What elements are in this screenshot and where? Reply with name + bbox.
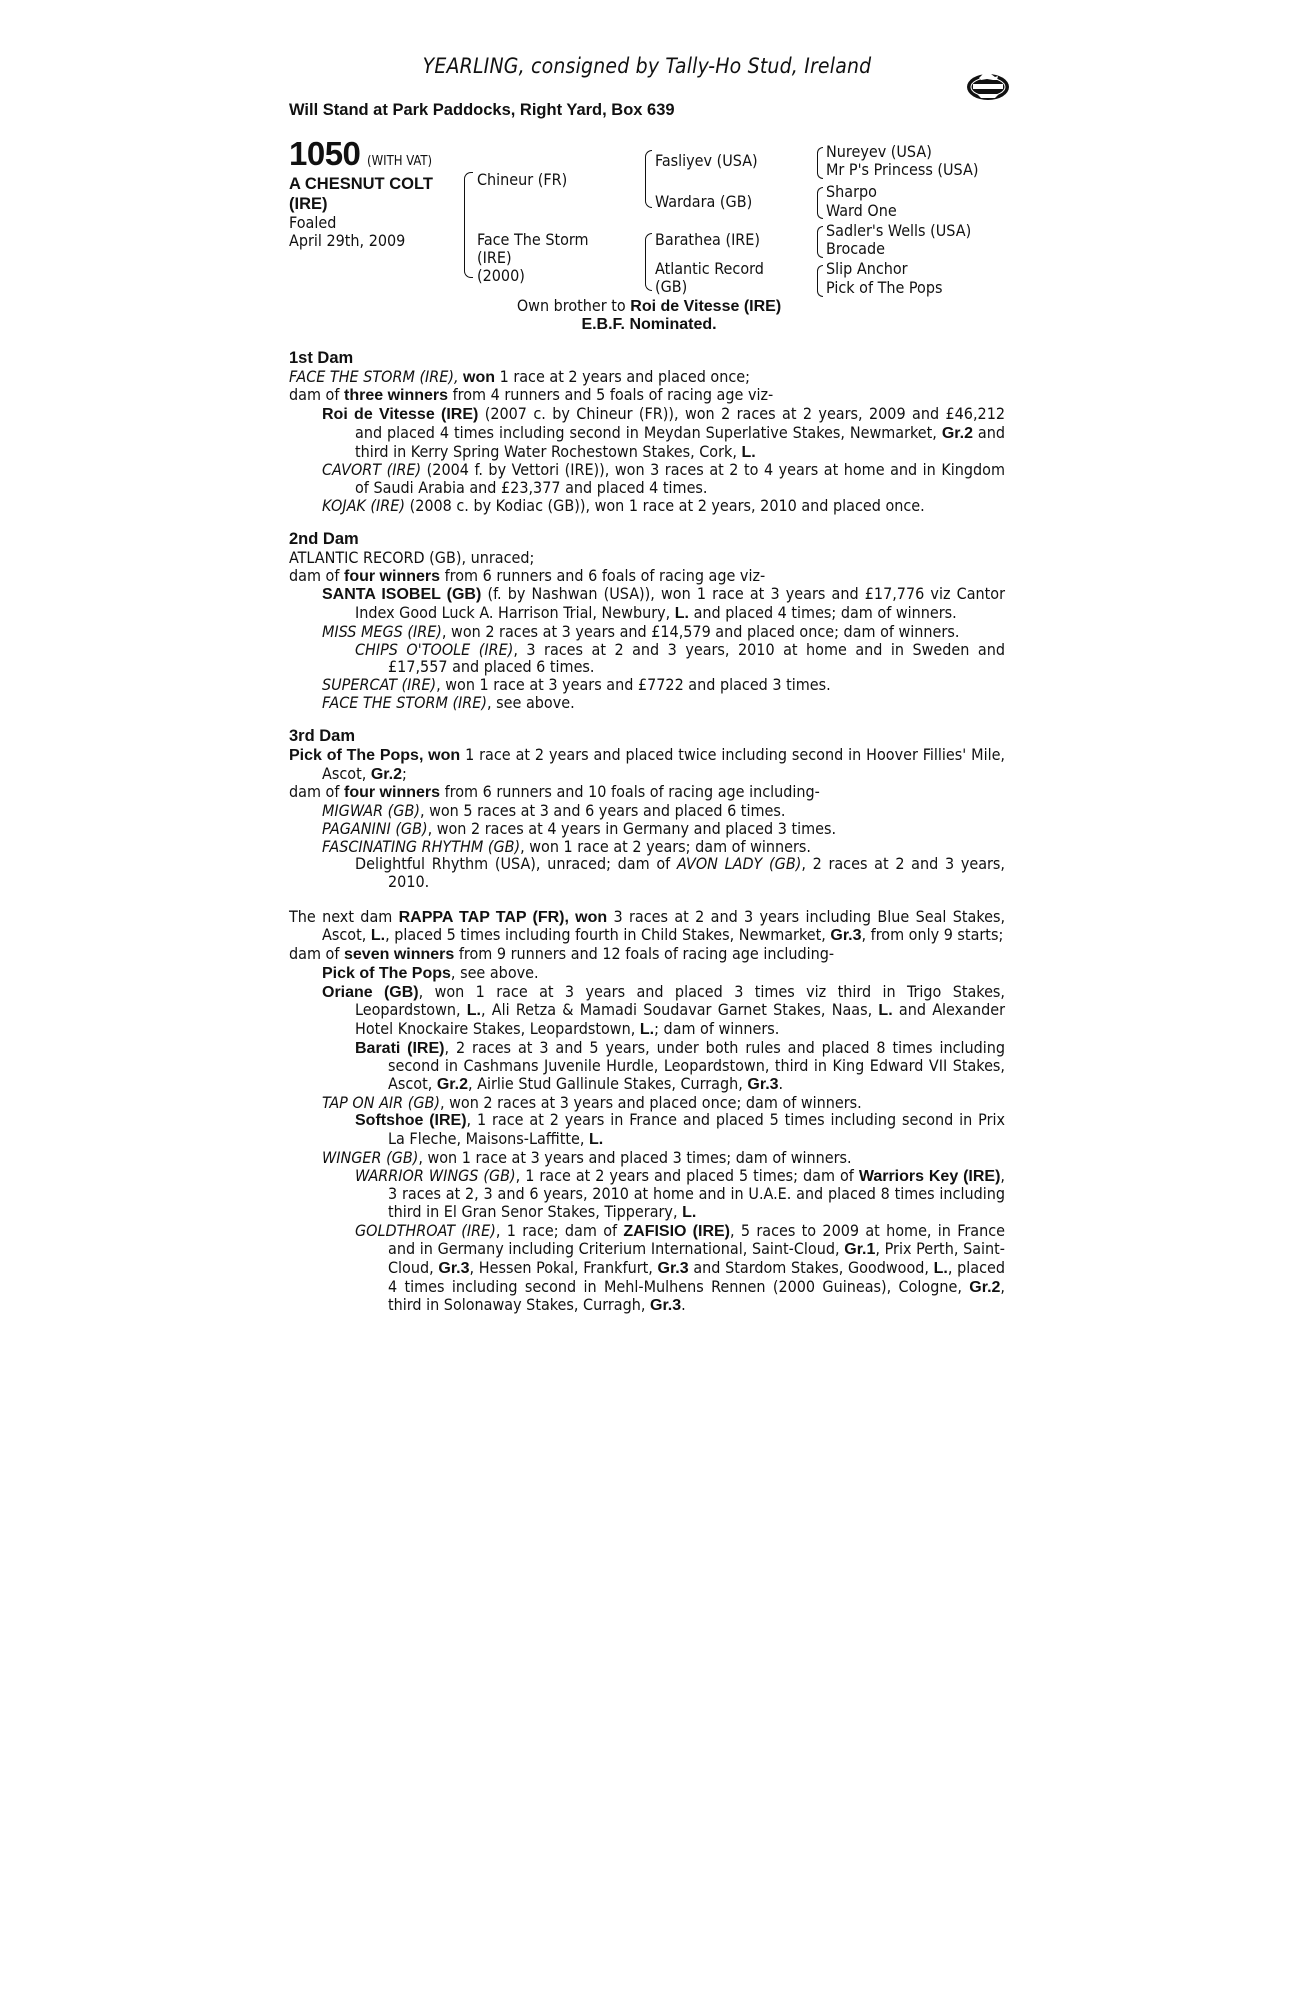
pedigree-gen3-2: Mr P's Princess (USA) [826, 160, 979, 179]
own-brother-note: Own brother to Roi de Vitesse (IRE) [516, 296, 782, 315]
produce-entry: TAP ON AIR (GB), won 2 races at 3 years and placed once; dam of winners. [322, 1092, 862, 1112]
horse-name-line2: (IRE) [289, 195, 328, 213]
produce-entry: GOLDTHROAT (IRE), 1 race; dam of ZAFISIO (IRE), 5 races to 2009 at home, in France and in Germany including Criterium International, Saint-Cloud, Gr.1, Prix Perth, Saint-Cloud, Gr.3, Hessen Pokal, Frankfurt, Gr.3 and Stardom Stakes, Goodwood, L., placed 4 times including second in Mehl-Mulhens Rennen (2000 Guineas), Cologne, Gr.2, third in Solonaway Stakes, Curragh, Gr.3. [355, 1220, 1006, 1315]
foaled-date: April 29th, 2009 [289, 231, 406, 250]
foaled-label: Foaled [289, 213, 337, 232]
page-title: YEARLING, consigned by Tally-Ho Stud, Ireland [422, 54, 872, 78]
pedigree-sire-sire: Fasliyev (USA) [655, 151, 758, 170]
horse-name-line1: A CHESNUT COLT [289, 175, 433, 193]
produce-entry: CAVORT (IRE) (2004 f. by Vettori (IRE)), won 3 races at 2 to 4 years at home and in Kingdom of Saudi Arabia and £23,377 and placed 4 times. [322, 460, 1006, 497]
pedigree-brace-main [464, 172, 473, 278]
produce-entry: FASCINATING RHYTHM (GB), won 1 race at 2 years; dam of winners. [322, 836, 811, 856]
pedigree-gen3-6: Brocade [826, 239, 885, 258]
pedigree-gen3-3: Sharpo [826, 182, 877, 201]
catalogue-body [289, 350, 1005, 1315]
next-dam-produce-line: dam of seven winners from 9 runners and 12 foals of racing age including- [289, 944, 835, 964]
produce-entry: PAGANINI (GB), won 2 races at 4 years in Germany and placed 3 times. [322, 818, 837, 838]
produce-entry: WARRIOR WINGS (GB), 1 race at 2 years and placed 5 times; dam of Warriors Key (IRE), 3 races at 2, 3 and 6 years, 2010 at home and in U.A.E. and placed 8 times including third in El Gran Senor Stakes, Tipperary, L. [355, 1165, 1005, 1221]
produce-entry: Pick of The Pops, see above. [322, 962, 539, 982]
first-dam-title: 1st Dam [289, 349, 354, 367]
pedigree-brace-g4 [817, 265, 823, 297]
third-dam-produce-line: dam of four winners from 6 runners and 10 foals of racing age including- [289, 782, 820, 802]
produce-entry: Roi de Vitesse (IRE) (2007 c. by Chineur (FR)), won 2 races at 2 years, 2009 and £46,212 and placed 4 times including second in Meydan Superlative Stakes, Newmarket, Gr.2 and third in Kerry Spring Water Rochestown Stakes, Cork, L. [322, 404, 1006, 461]
first-dam-produce-line: dam of three winners from 4 runners and 5 foals of racing age viz- [289, 385, 774, 405]
produce-entry: KOJAK (IRE) (2008 c. by Kodiac (GB)), won 1 race at 2 years, 2010 and placed once. [322, 495, 925, 515]
third-dam-title: 3rd Dam [289, 727, 356, 746]
produce-entry: SANTA ISOBEL (GB) (f. by Nashwan (USA)), won 1 race at 3 years and £17,776 viz Cantor Index Good Luck A. Harrison Trial, Newbury, L. and placed 4 times; dam of winners. [322, 584, 1006, 623]
pedigree-gen3-7: Slip Anchor [826, 259, 908, 278]
horse-description [289, 174, 464, 214]
produce-entry: Oriane (GB), won 1 race at 3 years and placed 3 times viz third in Trigo Stakes, Leopardstown, L., Ali Retza & Mamadi Soudavar Garnet Stakes, Naas, L. and Alexander Hotel Knockaire Stakes, Leopardstown, L.; dam of winners. [322, 981, 1005, 1038]
tattersalls-logo-icon [965, 68, 1011, 106]
second-dam-line: ATLANTIC RECORD (GB), unraced; [289, 548, 535, 568]
pedigree-brace-sire [645, 150, 652, 208]
third-dam-line: Pick of The Pops, won 1 race at 2 years and placed twice including second in Hoover Fillies' Mile, Ascot, Gr.2; [289, 745, 1005, 783]
pedigree-gen3-8: Pick of The Pops [826, 278, 943, 297]
lot-details [289, 135, 464, 250]
lot-number: 1050 [289, 135, 361, 172]
ebf-nominated: E.B.F. Nominated. [581, 316, 717, 333]
pedigree-dam: Face The Storm (IRE) (2000) [477, 230, 589, 285]
pedigree-gen3-5: Sadler's Wells (USA) [826, 221, 972, 240]
produce-entry: FACE THE STORM (IRE), see above. [322, 692, 575, 712]
pedigree-dam-dam: Atlantic Record (GB) [655, 259, 764, 296]
produce-entry: WINGER (GB), won 1 race at 3 years and placed 3 times; dam of winners. [322, 1147, 852, 1167]
first-dam-line: FACE THE STORM (IRE), won 1 race at 2 years and placed once; [289, 366, 750, 386]
pedigree-brace-dam [645, 233, 652, 291]
produce-entry: Delightful Rhythm (USA), unraced; dam of AVON LADY (GB), 2 races at 2 and 3 years, 2010. [355, 854, 1006, 891]
pedigree-sire: Chineur (FR) [477, 170, 568, 189]
produce-entry: Barati (IRE), 2 races at 3 and 5 years, under both rules and placed 8 times including second in Cashmans Juvenile Hurdle, Leopardstown, third in King Edward VII Stakes, Ascot, Gr.2, Airlie Stud Gallinule Stakes, Curragh, Gr.3. [355, 1037, 1006, 1094]
second-dam-title: 2nd Dam [289, 530, 359, 549]
produce-entry: MIGWAR (GB), won 5 races at 3 and 6 years and placed 6 times. [322, 801, 786, 821]
produce-entry: CHIPS O'TOOLE (IRE), 3 races at 2 and 3 years, 2010 at home and in Sweden and £17,557 and placed 6 times. [355, 639, 1005, 677]
pedigree-brace-g1 [817, 147, 823, 179]
produce-entry: SUPERCAT (IRE), won 1 race at 3 years and £7722 and placed 3 times. [322, 674, 831, 694]
produce-entry: MISS MEGS (IRE), won 2 races at 3 years and £14,579 and placed once; dam of winners. [322, 621, 960, 641]
pedigree-gen3-4: Ward One [826, 201, 897, 220]
produce-entry: Softshoe (IRE), 1 race at 2 years in France and placed 5 times including second in Prix La Fleche, Maisons-Laffitte, L. [355, 1110, 1005, 1149]
pedigree-brace-g2 [817, 187, 823, 219]
next-dam-line: The next dam RAPPA TAP TAP (FR), won 3 races at 2 and 3 years including Blue Seal Stakes, Ascot, L., placed 5 times including fourth in Child Stakes, Newmarket, Gr.3, from only 9 starts; [289, 906, 1006, 945]
vat-note: (WITH VAT) [367, 154, 433, 169]
pedigree-dam-sire: Barathea (IRE) [655, 230, 761, 249]
stand-location: Will Stand at Park Paddocks, Right Yard, Box 639 [289, 101, 675, 119]
pedigree-gen3-1: Nureyev (USA) [826, 142, 932, 161]
second-dam-produce-line: dam of four winners from 6 runners and 6 foals of racing age viz- [289, 565, 766, 585]
pedigree-sire-dam: Wardara (GB) [655, 192, 753, 211]
pedigree-brace-g3 [817, 226, 823, 258]
